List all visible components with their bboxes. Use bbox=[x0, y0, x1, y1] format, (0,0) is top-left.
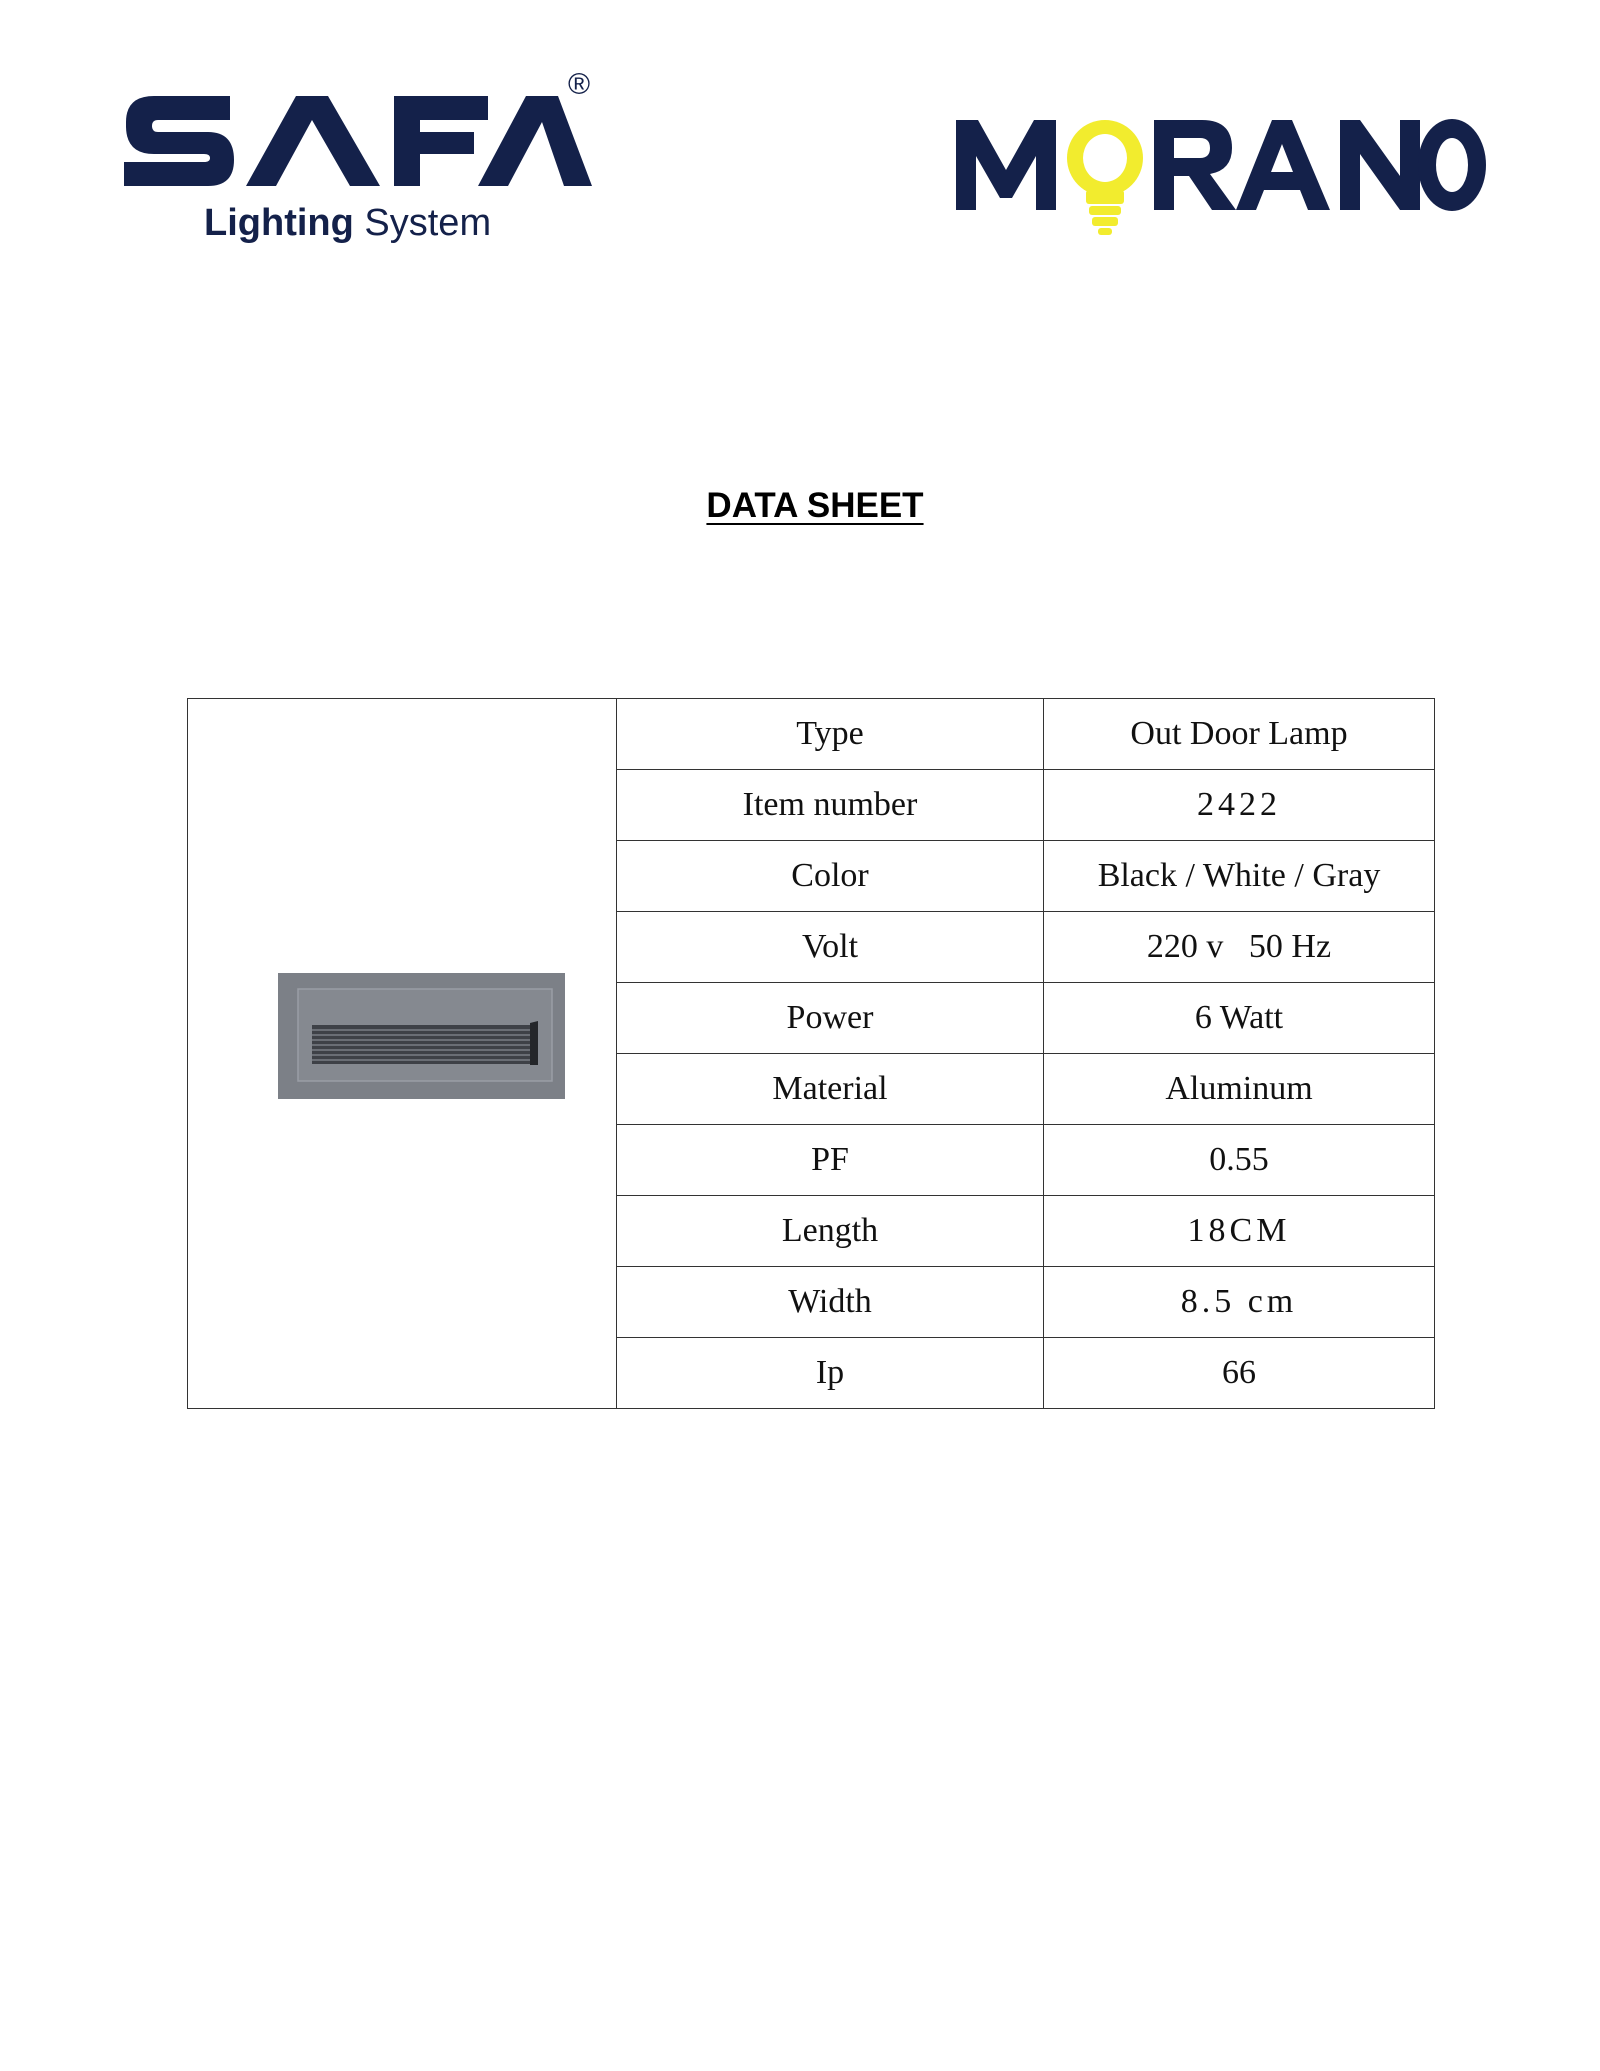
spec-label: Width bbox=[617, 1267, 1044, 1338]
safa-tagline bbox=[204, 202, 491, 245]
table-row bbox=[188, 699, 1435, 770]
safa-tagline-bold: Lighting bbox=[204, 202, 354, 244]
spec-value: 220 v 50 Hz bbox=[1044, 912, 1435, 983]
spec-value: 8.5 cm bbox=[1044, 1267, 1435, 1338]
spec-label: Item number bbox=[617, 770, 1044, 841]
spec-value: Out Door Lamp bbox=[1044, 699, 1435, 770]
morano-logo bbox=[952, 112, 1492, 252]
page-title bbox=[0, 486, 1600, 526]
spec-value: Aluminum bbox=[1044, 1054, 1435, 1125]
spec-label: Color bbox=[617, 841, 1044, 912]
product-image-cell bbox=[188, 699, 617, 1409]
spec-label: Power bbox=[617, 983, 1044, 1054]
lightbulb-icon bbox=[1067, 120, 1143, 235]
spec-label: PF bbox=[617, 1125, 1044, 1196]
spec-label: Material bbox=[617, 1054, 1044, 1125]
spec-table bbox=[187, 698, 1435, 1409]
outdoor-step-lamp-photo bbox=[278, 973, 565, 1099]
spec-value: 66 bbox=[1044, 1338, 1435, 1409]
spec-value: Black / White / Gray bbox=[1044, 841, 1435, 912]
spec-value: 6 Watt bbox=[1044, 983, 1435, 1054]
safa-tagline-regular: System bbox=[364, 202, 492, 244]
spec-value: 18CM bbox=[1044, 1196, 1435, 1267]
page-title-text: DATA SHEET bbox=[706, 486, 924, 525]
spec-value: 2422 bbox=[1044, 770, 1435, 841]
spec-label: Ip bbox=[617, 1338, 1044, 1409]
spec-value: 0.55 bbox=[1044, 1125, 1435, 1196]
registered-mark: ® bbox=[568, 68, 591, 101]
spec-label: Length bbox=[617, 1196, 1044, 1267]
safa-logo bbox=[118, 68, 618, 264]
spec-label: Volt bbox=[617, 912, 1044, 983]
spec-label: Type bbox=[617, 699, 1044, 770]
